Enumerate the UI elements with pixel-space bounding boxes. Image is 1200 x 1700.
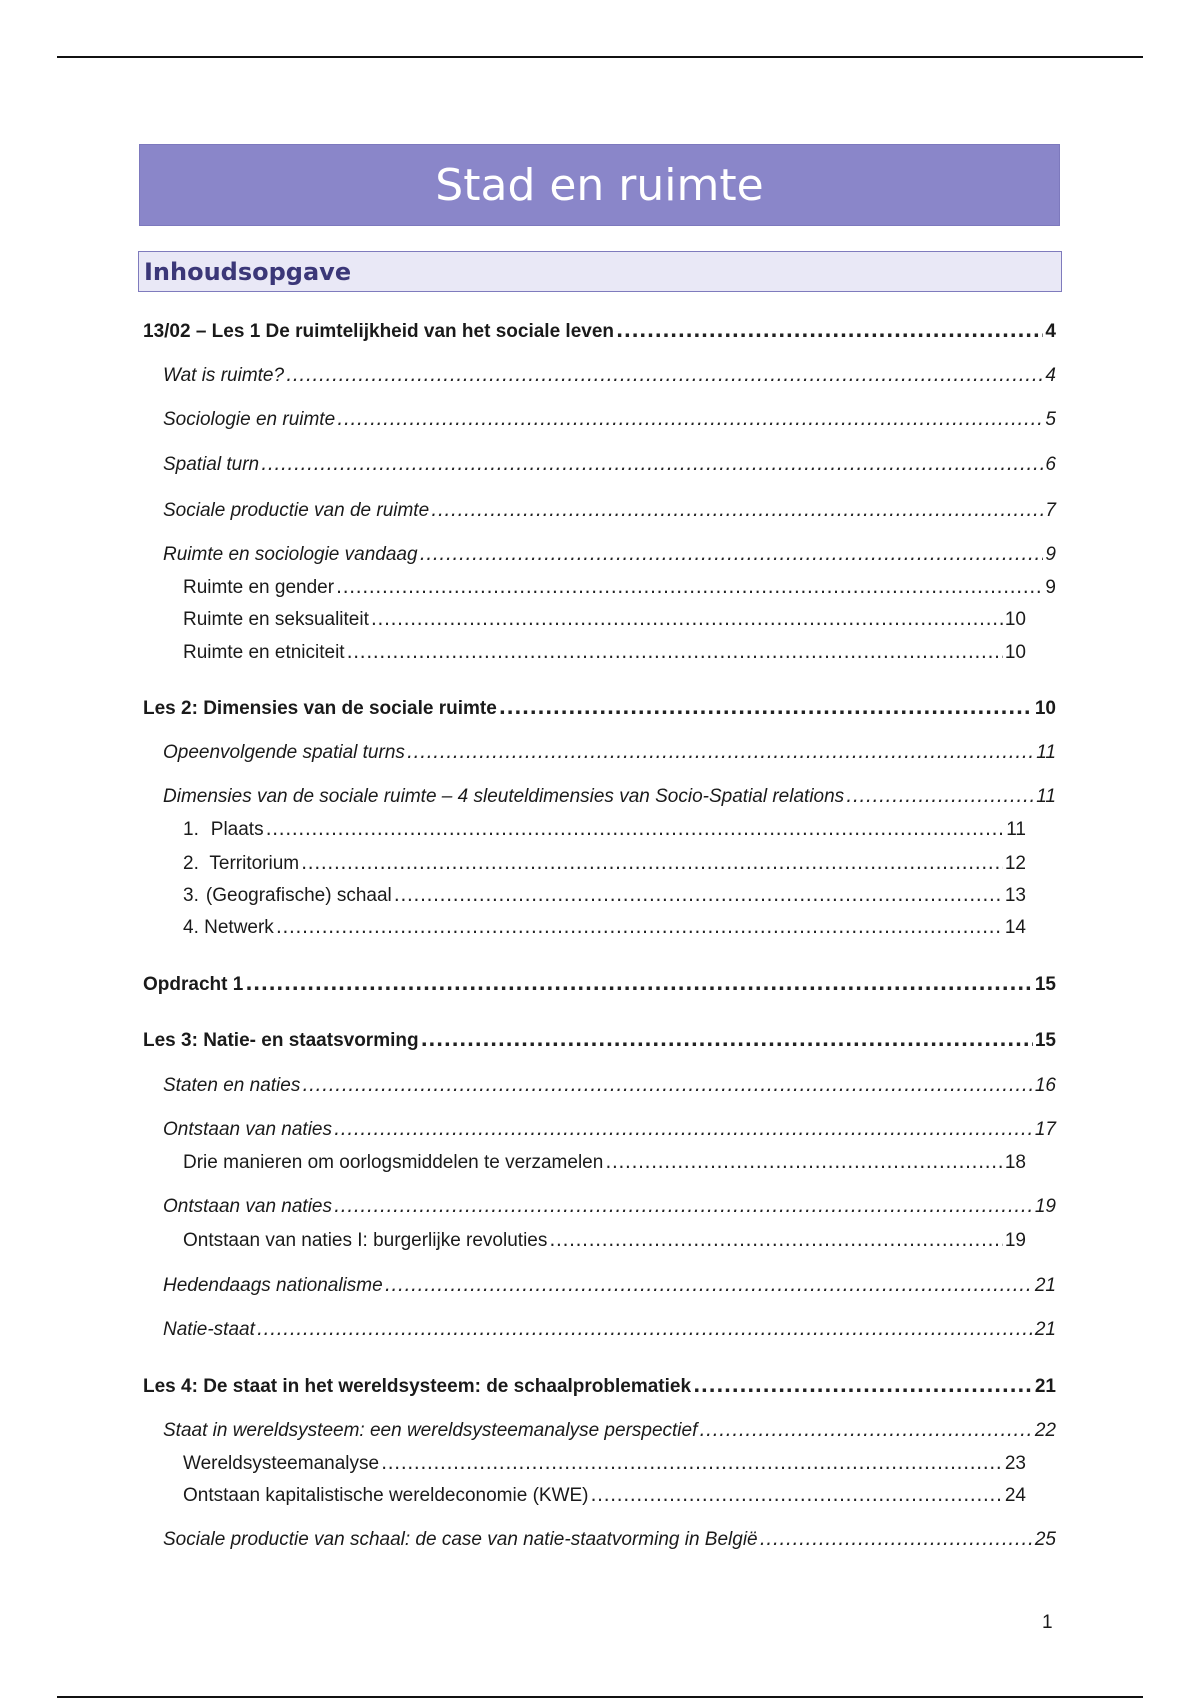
toc-entry-page: 13 [1004,885,1026,906]
toc-entry-page: 5 [1045,409,1056,430]
toc-entry-label: 4. Netwerk [183,917,274,938]
toc-leader [431,498,1043,522]
toc-entry-page: 17 [1034,1119,1056,1140]
toc-leader [266,817,1005,841]
toc-entry-label: Opdracht 1 [143,974,244,995]
toc-entry[interactable] [183,1228,1026,1253]
toc-leader [286,363,1043,387]
toc-entry-label: Ruimte en etniciteit [183,642,345,663]
toc-entry-label: Plaats [210,819,264,840]
toc-entry-page: 7 [1045,500,1056,521]
toc-entry[interactable] [143,319,1056,344]
toc-leader [421,1028,1033,1052]
toc-entry-page: 19 [1034,1196,1056,1217]
toc-entry-label: Territorium [209,853,300,874]
toc-entry[interactable] [143,696,1056,721]
toc-leader [302,1073,1033,1097]
toc-entry-page: 12 [1004,853,1026,874]
toc-entry-label: Sociale productie van de ruimte [163,500,430,521]
toc-leader [385,1273,1033,1297]
toc-leader [394,883,1003,907]
toc-leader [616,319,1043,343]
toc-entry[interactable] [183,640,1026,665]
toc-entry-number: 2. [183,853,199,874]
toc-entry-label: Ontstaan kapitalistische wereldeconomie (KWE) [183,1485,589,1506]
toc-entry-page: 16 [1034,1075,1056,1096]
toc-heading: Inhoudsopgave [144,257,352,286]
toc-entry-label: Dimensies van de sociale ruimte – 4 sleuteldimensies van Socio-Spatial relations [163,786,845,807]
toc-entry[interactable] [183,851,1026,876]
toc-entry-label: Staat in wereldsysteem: een wereldsysteemanalyse perspectief [163,1420,698,1441]
toc-entry-page: 21 [1034,1319,1056,1340]
toc-entry[interactable] [163,1073,1056,1098]
toc-entry-label: Drie manieren om oorlogsmiddelen te verzamelen [183,1152,604,1173]
toc-entry[interactable] [163,1273,1056,1298]
toc-entry-label: Wat is ruimte? [163,365,285,386]
toc-entry-label: Wereldsysteemanalyse [183,1453,380,1474]
toc-entry[interactable] [163,740,1056,765]
toc-entry[interactable] [163,784,1056,809]
page-number: 1 [1042,1612,1053,1633]
toc-leader [347,640,1003,664]
toc-leader [261,452,1043,476]
toc-entry-number: 1. [183,819,199,840]
bottom-rule [57,1696,1143,1698]
toc-leader [336,575,1043,599]
toc-entry-page: 21 [1034,1275,1056,1296]
toc-entry-page: 18 [1004,1152,1026,1173]
toc-entry-label: Ontstaan van naties [163,1119,332,1140]
toc-entry[interactable] [183,607,1026,632]
toc-entry-page: 10 [1004,642,1026,663]
toc-entry[interactable] [163,542,1056,567]
toc-leader [760,1527,1033,1551]
toc-entry-page: 9 [1045,544,1056,565]
toc-entry-page: 15 [1034,1030,1056,1051]
toc-entry[interactable] [183,1150,1026,1175]
toc-leader [276,915,1003,939]
toc-leader [407,740,1034,764]
toc-entry[interactable] [183,575,1056,600]
toc-leader [499,696,1033,720]
toc-entry[interactable] [183,1451,1026,1476]
toc-entry-page: 6 [1045,454,1056,475]
toc-entry-label: Ontstaan van naties [163,1196,332,1217]
toc-leader [337,407,1043,431]
toc-entry-page: 9 [1045,577,1056,598]
toc-leader [257,1317,1033,1341]
toc-entry[interactable] [183,883,1026,908]
toc-leader [381,1451,1003,1475]
toc-entry-page: 24 [1004,1485,1026,1506]
toc-entry-page: 11 [1036,786,1056,807]
toc-entry-label: Ruimte en sociologie vandaag [163,544,418,565]
toc-entry[interactable] [183,1483,1026,1508]
toc-entry-label: Ruimte en seksualiteit [183,609,369,630]
toc-entry-label: Sociale productie van schaal: de case van natie-staatvorming in België [163,1529,758,1550]
document-title: Stad en ruimte [435,159,764,211]
toc-entry-page: 19 [1004,1230,1026,1251]
toc-entry-label: Les 4: De staat in het wereldsysteem: de schaalproblematiek [143,1376,692,1397]
toc-leader [699,1418,1032,1442]
toc-entry-page: 4 [1045,365,1056,386]
toc-leader [301,851,1003,875]
toc-entry-label: Les 2: Dimensies van de sociale ruimte [143,698,497,719]
toc-entry-page: 10 [1004,609,1026,630]
toc-leader [334,1194,1033,1218]
toc-entry[interactable] [163,407,1056,432]
toc-leader [420,542,1044,566]
toc-leader [334,1117,1033,1141]
toc-entry-label: (Geografische) schaal [205,885,392,906]
title-banner [139,144,1060,226]
toc-entry-page: 11 [1036,742,1056,763]
toc-leader [846,784,1034,808]
toc-entry[interactable] [183,915,1026,940]
toc-entry[interactable] [163,452,1056,477]
toc-entry[interactable] [183,817,1026,842]
toc-entry-page: 10 [1034,698,1056,719]
toc-entry-page: 22 [1034,1420,1056,1441]
toc-entry-label: Ontstaan van naties I: burgerlijke revoluties [183,1230,548,1251]
toc-entry-page: 25 [1034,1529,1056,1550]
toc-entry[interactable] [163,498,1056,523]
toc-leader [693,1374,1033,1398]
toc-leader [245,972,1033,996]
toc-entry-label: Natie-staat [163,1319,255,1340]
toc-entry[interactable] [143,1374,1056,1399]
top-rule [57,56,1143,58]
toc-entry[interactable] [163,1317,1056,1342]
toc-leader [605,1150,1003,1174]
toc-leader [549,1228,1003,1252]
toc-entry[interactable] [163,1527,1056,1552]
toc-entry-label: Ruimte en gender [183,577,335,598]
toc-entry-page: 11 [1006,819,1026,840]
toc-entry[interactable] [143,1028,1056,1053]
toc-entry-page: 14 [1004,917,1026,938]
toc-entry-label: Hedendaags nationalisme [163,1275,383,1296]
toc-heading-box [138,251,1062,292]
toc-entry-page: 21 [1034,1376,1056,1397]
toc-entry-label: 13/02 – Les 1 De ruimtelijkheid van het sociale leven [143,321,615,342]
toc-entry-page: 15 [1034,974,1056,995]
toc-entry-label: Staten en naties [163,1075,301,1096]
toc-entry-label: Opeenvolgende spatial turns [163,742,405,763]
toc-entry-page: 23 [1004,1453,1026,1474]
toc-entry-label: Sociologie en ruimte [163,409,336,430]
toc-leader [371,607,1003,631]
toc-leader [591,1483,1003,1507]
toc-entry-page: 4 [1045,321,1056,342]
toc-entry-label: Les 3: Natie- en staatsvorming [143,1030,419,1051]
toc-entry[interactable] [163,1418,1056,1443]
toc-entry-number: 3. [183,885,199,906]
toc-entry[interactable] [163,1194,1056,1219]
toc-entry[interactable] [143,972,1056,997]
toc-entry[interactable] [163,363,1056,388]
toc-entry-label: Spatial turn [163,454,260,475]
toc-entry[interactable] [163,1117,1056,1142]
